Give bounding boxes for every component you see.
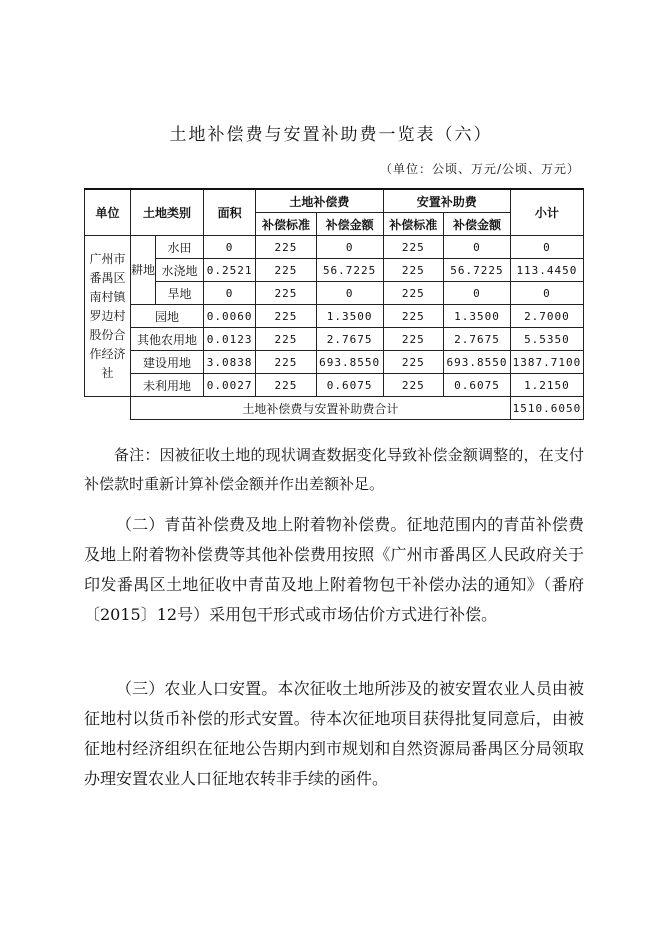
header-res-amount: 补偿金额 xyxy=(444,213,511,236)
land-amount-cell: 0 xyxy=(316,282,383,305)
total-row xyxy=(85,397,584,420)
land-std-cell: 225 xyxy=(256,328,317,351)
table-title: 土地补偿费与安置补助费一览表（六） xyxy=(169,125,493,145)
land-type-cell: 园地 xyxy=(130,305,203,328)
table-row xyxy=(85,351,584,374)
res-std-cell: 225 xyxy=(383,328,444,351)
area-cell: 0 xyxy=(204,282,256,305)
table-footnote: 备注：因被征收土地的现状调查数据变化导致补偿金额调整的，在支付补偿款时重新计算补偿金额并作出差额补足。 xyxy=(84,446,584,493)
subtotal-cell: 113.4450 xyxy=(510,259,583,282)
res-amount-cell: 693.8550 xyxy=(444,351,511,374)
land-amount-cell: 693.8550 xyxy=(316,351,383,374)
land-std-cell: 225 xyxy=(256,282,317,305)
res-amount-cell: 1.3500 xyxy=(444,305,511,328)
compensation-table xyxy=(84,188,584,420)
area-cell: 0.0123 xyxy=(204,328,256,351)
unit-name-cell: 广州市番禺区南村镇罗边村股份合作经济社 xyxy=(85,236,131,397)
land-amount-cell: 56.7225 xyxy=(316,259,383,282)
paragraph-seedling-compensation: （二）青苗补偿费及地上附着物补偿费。征地范围内的青苗补偿费及地上附着物补偿费等其他补偿费用按照《广州市番禺区人民政府关于印发番禺区土地征收中青苗及地上附着物包干补偿办法的通知》（番府〔2015〕12号）采用包干形式或市场估价方式进行补偿。 xyxy=(84,515,584,624)
header-land-type: 土地类别 xyxy=(130,189,203,236)
table-row xyxy=(85,374,584,397)
header-unit: 单位 xyxy=(85,189,131,236)
subtotal-cell: 1387.7100 xyxy=(510,351,583,374)
table-row xyxy=(85,282,584,305)
subtotal-cell: 2.7000 xyxy=(510,305,583,328)
subtotal-cell: 1.2150 xyxy=(510,374,583,397)
header-land-std: 补偿标准 xyxy=(256,213,317,236)
res-std-cell: 225 xyxy=(383,236,444,259)
total-label: 土地补偿费与安置补助费合计 xyxy=(130,397,510,420)
land-amount-cell: 0.6075 xyxy=(316,374,383,397)
area-cell: 3.0838 xyxy=(204,351,256,374)
land-type-cell: 水浇地 xyxy=(155,259,203,282)
res-amount-cell: 0 xyxy=(444,282,511,305)
res-std-cell: 225 xyxy=(383,282,444,305)
table-row xyxy=(85,259,584,282)
res-std-cell: 225 xyxy=(383,374,444,397)
unit-note: （单位：公顷、万元/公顷、万元） xyxy=(379,162,580,176)
land-amount-cell: 1.3500 xyxy=(316,305,383,328)
res-amount-cell: 2.7675 xyxy=(444,328,511,351)
res-std-cell: 225 xyxy=(383,259,444,282)
land-std-cell: 225 xyxy=(256,351,317,374)
area-cell: 0 xyxy=(204,236,256,259)
land-amount-cell: 2.7675 xyxy=(316,328,383,351)
table-row xyxy=(85,236,584,259)
land-type-cell: 建设用地 xyxy=(130,351,203,374)
total-blank-cell xyxy=(85,397,131,420)
subtotal-cell: 0 xyxy=(510,282,583,305)
header-subtotal: 小计 xyxy=(510,189,583,236)
subtotal-cell: 0 xyxy=(510,236,583,259)
header-land-amount: 补偿金额 xyxy=(316,213,383,236)
res-amount-cell: 56.7225 xyxy=(444,259,511,282)
land-type-cell: 其他农用地 xyxy=(130,328,203,351)
land-type-cell: 旱地 xyxy=(155,282,203,305)
paragraph-population-resettlement: （三）农业人口安置。本次征收土地所涉及的被安置农业人员由被征地村以货币补偿的形式安置。待本次征地项目获得批复同意后，由被征地村经济组织在征地公告期内到市规划和自然资源局番禺区分局领取办理安置农业人口征地农转非手续的函件。 xyxy=(84,679,584,788)
land-amount-cell: 0 xyxy=(316,236,383,259)
table-row xyxy=(85,328,584,351)
res-amount-cell: 0 xyxy=(444,236,511,259)
res-amount-cell: 0.6075 xyxy=(444,374,511,397)
land-std-cell: 225 xyxy=(256,374,317,397)
subtotal-cell: 5.5350 xyxy=(510,328,583,351)
land-std-cell: 225 xyxy=(256,236,317,259)
table-row xyxy=(85,305,584,328)
cultivated-group-cell: 耕地 xyxy=(130,236,155,305)
res-std-cell: 225 xyxy=(383,351,444,374)
res-std-cell: 225 xyxy=(383,305,444,328)
total-value: 1510.6050 xyxy=(510,397,583,420)
area-cell: 0.2521 xyxy=(204,259,256,282)
area-cell: 0.0060 xyxy=(204,305,256,328)
land-type-cell: 未利用地 xyxy=(130,374,203,397)
land-std-cell: 225 xyxy=(256,259,317,282)
header-land-compensation: 土地补偿费 xyxy=(256,189,383,213)
land-type-cell: 水田 xyxy=(155,236,203,259)
header-res-std: 补偿标准 xyxy=(383,213,444,236)
land-std-cell: 225 xyxy=(256,305,317,328)
area-cell: 0.0027 xyxy=(204,374,256,397)
header-area: 面积 xyxy=(204,189,256,236)
header-resettlement: 安置补助费 xyxy=(383,189,510,213)
